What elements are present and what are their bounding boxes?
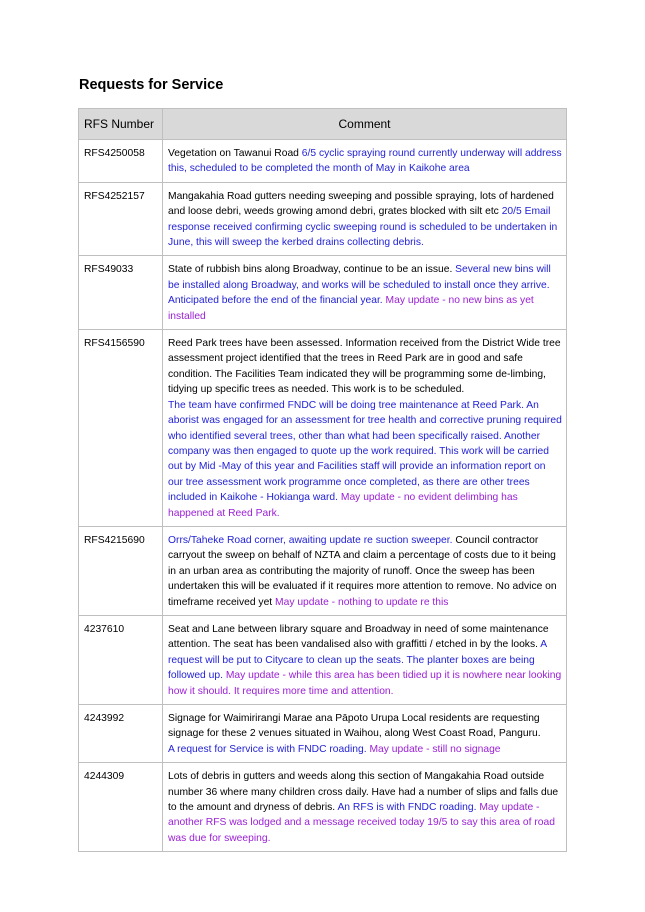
table-row xyxy=(79,182,567,256)
rfs-number: 4237610 xyxy=(79,615,163,704)
rfs-number: RFS49033 xyxy=(79,256,163,330)
page-title: Requests for Service xyxy=(79,77,224,93)
comment: Reed Park trees have been assessed. Information received from the District Wide tree assessment project identified that the trees in Reed Park are in good and safe condition. The Facilities Team indicated they will be programming some de-limbing, tidying up specific trees as needed. This work is to be scheduled. The team have confirmed FNDC will be doing tree maintenance at Reed Park. An aborist was engaged for an assessment for tree health and corrective pruning required who identified several trees, other than what had been specifically raised. Another company was then engaged to quote up the work required. This work will be carried out by Mid -May of this year and Facilities staff will provide an information report on our tree assessment work programme once completed, as there are other trees included in Kaikohe - Hokianga ward. May update - no evident delimbing has happened at Reed Park. xyxy=(163,330,567,527)
comment: Seat and Lane between library square and Broadway in need of some maintenance attention. The seat has been vandalised also with graffitti / etched in by the looks. A request will be put to Citycare to clean up the seats. The planter boxes are being followed up. May update - while this area has been tidied up it is nowhere near looking how it should. It requires more time and attention. xyxy=(163,615,567,704)
table-row xyxy=(79,526,567,615)
rfs-number: RFS4156590 xyxy=(79,330,163,527)
header-rfs-number: RFS Number xyxy=(79,109,163,140)
rfs-number: RFS4252157 xyxy=(79,182,163,256)
comment: State of rubbish bins along Broadway, continue to be an issue. Several new bins will be installed along Broadway, and works will be scheduled to install once they arrive. Anticipated before the end of the financial year. May update - no new bins as yet installed xyxy=(163,256,567,330)
table-row xyxy=(79,615,567,704)
header-comment: Comment xyxy=(163,109,567,140)
table-row xyxy=(79,330,567,527)
comment: Lots of debris in gutters and weeds along this section of Mangakahia Road outside number 36 where many children cross daily. Have had a number of slips and falls due to the amount and dryness of debris. An RFS is with FNDC roading. May update - another RFS was lodged and a message received today 19/5 to say this area of road was due for sweeping. xyxy=(163,763,567,852)
rfs-number: 4244309 xyxy=(79,763,163,852)
table-row xyxy=(79,705,567,763)
requests-table xyxy=(78,108,567,852)
comment: Signage for Waimirirangi Marae ana Pāpoto Urupa Local residents are requesting signage for these 2 venues situated in Waihou, along West Coast Road, Panguru. A request for Service is with FNDC roading. May update - still no signage xyxy=(163,705,567,763)
table-row xyxy=(79,256,567,330)
table-row xyxy=(79,140,567,183)
comment: Orrs/Taheke Road corner, awaiting update re suction sweeper. Council contractor carryout the sweep on behalf of NZTA and claim a percentage of costs due to it being in an urban area as contributing the majority of runoff. Once the sweep has been undertaken this will be evaluated if it requires more attention to remove. No advice on timeframe received yet May update - nothing to update re this xyxy=(163,526,567,615)
table-row xyxy=(79,763,567,852)
table-header-row xyxy=(79,109,567,140)
rfs-number: RFS4215690 xyxy=(79,526,163,615)
comment: Mangakahia Road gutters needing sweeping and possible spraying, lots of hardened and loose debri, weeds growing amond debri, grates blocked with silt etc 20/5 Email response received confirming cyclic sweeping round is scheduled to be undertaken in June, this will sweep the kerbed drains collecting debris. xyxy=(163,182,567,256)
comment: Vegetation on Tawanui Road 6/5 cyclic spraying round currently underway will address this, scheduled to be completed the month of May in Kaikohe area xyxy=(163,140,567,183)
rfs-number: 4243992 xyxy=(79,705,163,763)
rfs-number: RFS4250058 xyxy=(79,140,163,183)
